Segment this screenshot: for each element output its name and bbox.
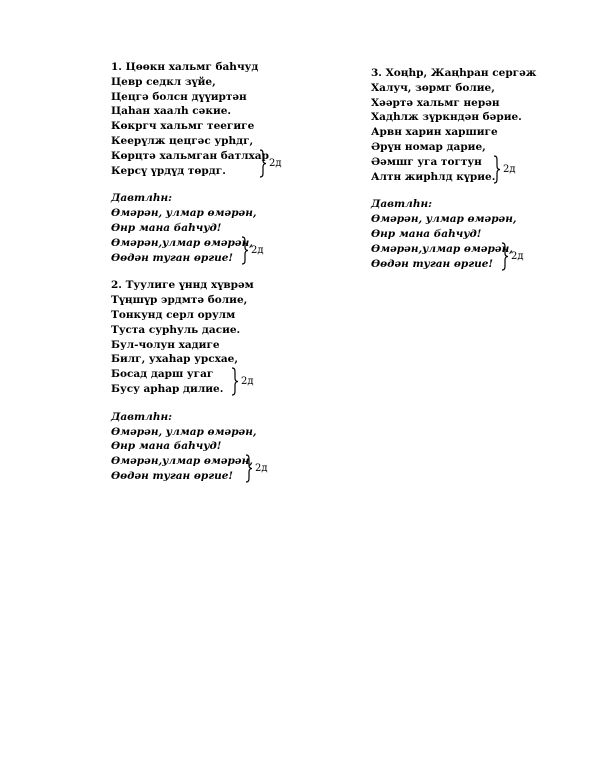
chorus-line: Өмәрән,улмар өмәрән, (111, 455, 253, 468)
verse-line: Хадһлж зүркндән бәрие. (371, 111, 522, 124)
curly-brace-icon (231, 367, 239, 396)
curly-brace-icon (501, 242, 509, 271)
chorus (371, 197, 591, 271)
verse-line: Цецгә болсн дүүиртән (111, 90, 247, 103)
verse-line: Әәмшг уга тогтун (371, 155, 482, 168)
repeat-group (111, 149, 331, 179)
repeat-brace (501, 242, 524, 272)
chorus-title: Давтлһн: (111, 192, 172, 205)
verse-line: Керсү үрдүд төрдг. (111, 164, 226, 177)
repeat-brace (241, 236, 264, 266)
chorus-line: Өмәрән, улмар өмәрән, (111, 425, 257, 438)
chorus-line: Өмәрән,улмар өмәрән, (371, 242, 513, 255)
verse-3 (371, 66, 591, 184)
chorus-line: Өөдән туган өргие! (371, 257, 494, 270)
repeat-group (371, 155, 591, 185)
verse-line: Туста сурһуль дасие. (111, 323, 241, 336)
repeat-group (371, 242, 591, 272)
verse-line: Көрцтә хальмган батлхар (111, 149, 269, 162)
chorus-line: Өөдән туган өргие! (111, 469, 234, 482)
verse-title: 3. Хоңһр, Жаңһран сергәж (371, 67, 537, 79)
curly-brace-icon (245, 454, 253, 483)
repeat-label: 2д (511, 251, 524, 263)
verse-line: Алтн жирһлд күрие. (371, 170, 496, 183)
repeat-brace (231, 367, 254, 397)
verse-line: Цаһан хаалһ сәкие. (111, 105, 232, 118)
chorus-line: Өнр мана баһчуд! (111, 440, 222, 453)
verse-line: Арвн харин харшиге (371, 126, 498, 139)
verse-line: Цевр седкл зүйе, (111, 75, 216, 88)
verse-line: Түңшүр эрдмтә болие, (111, 294, 248, 307)
chorus-title: Давтлһн: (371, 198, 432, 211)
verse-title: 2. Туулиге үннд хүврәм (111, 279, 254, 292)
verse-line: Кеерүлж цецгәс урһдг, (111, 134, 254, 147)
repeat-brace (493, 155, 516, 185)
chorus (111, 410, 331, 484)
verse-line: Босад дарш угаг (111, 368, 214, 381)
chorus-line: Өмәрән,улмар өмәрән, (111, 236, 253, 249)
verse-title: 1. Цөөкн хальмг баһчуд (111, 61, 259, 73)
curly-brace-icon (259, 149, 267, 178)
right-column (371, 66, 591, 271)
verse-line: Көкргч хальмг теегиге (111, 120, 255, 133)
curly-brace-icon (493, 155, 501, 184)
repeat-label: 2д (251, 245, 264, 257)
repeat-brace (245, 454, 268, 484)
verse-line: Бул-чолун хадиге (111, 338, 220, 351)
chorus-line: Өнр мана баһчуд! (371, 227, 482, 240)
verse-line: Халуч, зөрмг болие, (371, 81, 495, 94)
verse-line: Тонкунд серл орулм (111, 308, 236, 321)
chorus-title: Давтлһн: (111, 410, 172, 423)
chorus-line: Өмәрән, улмар өмәрән, (111, 207, 257, 220)
chorus-line: Өмәрән, улмар өмәрән, (371, 213, 517, 226)
repeat-label: 2д (503, 164, 516, 176)
chorus-line: Өөдән туган өргие! (111, 251, 234, 264)
chorus (111, 191, 331, 265)
repeat-group (111, 454, 331, 484)
verse-1 (111, 60, 331, 178)
repeat-label: 2д (255, 463, 268, 475)
verse-line: Хәәртә хальмг нерән (371, 96, 500, 109)
repeat-group (111, 236, 331, 266)
repeat-group (111, 367, 331, 397)
repeat-label: 2д (269, 158, 282, 170)
repeat-label: 2д (241, 376, 254, 388)
left-column (111, 60, 331, 484)
verse-2 (111, 278, 331, 396)
repeat-brace (259, 149, 282, 179)
chorus-line: Өнр мана баһчуд! (111, 221, 222, 234)
curly-brace-icon (241, 236, 249, 265)
verse-line: Билг, ухаһар урсхае, (111, 353, 238, 366)
verse-line: Әрүн номар дарие, (371, 140, 486, 153)
verse-line: Бусу арһар дилие. (111, 382, 224, 395)
